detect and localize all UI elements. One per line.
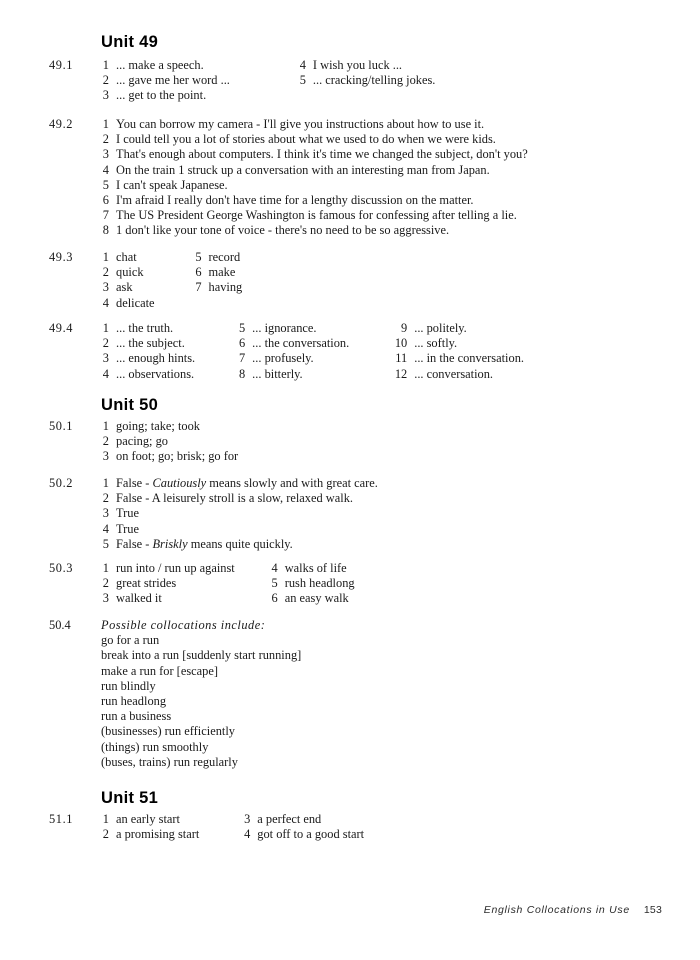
answer-text: You can borrow my camera - I'll give you instructions about how to use it. [116, 117, 485, 131]
answer-text: I'm afraid I really don't have time for a lengthy discussion on the matter. [116, 192, 474, 207]
answer-number: 2 [102, 827, 109, 842]
answer-number: 1 [102, 561, 109, 575]
answer-text: got off to a good start [257, 827, 365, 842]
answer-row [101, 265, 155, 280]
exercise-body-50-4 [101, 618, 301, 770]
collocation-line: go for a run [101, 633, 160, 648]
answer-text [116, 537, 293, 552]
answer-number: 9 [401, 321, 408, 335]
answer-row [101, 476, 378, 491]
collocation-line: (buses, trains) run regularly [101, 754, 238, 769]
collocation-line: (things) run smoothly [101, 739, 209, 754]
answer-column-2 [242, 812, 364, 842]
collocation-line: run blindly [101, 678, 156, 693]
answer-text: ... gave me her word ... [116, 73, 230, 88]
exercise-50-1 [49, 419, 238, 465]
answer-row [101, 522, 378, 537]
answer-text: ... profusely. [252, 351, 314, 366]
answer-number: 2 [102, 132, 109, 147]
answer-number: 3 [102, 88, 109, 103]
answer-row [391, 336, 524, 351]
exercise-label-51-1: 51.1 [49, 812, 74, 826]
answer-column-1 [101, 476, 378, 552]
answer-number: 8 [102, 223, 109, 238]
answer-number: 1 [102, 321, 109, 335]
collocation-line: make a run for [escape] [101, 663, 218, 678]
answer-text: walked it [116, 591, 162, 606]
answer-row [101, 193, 528, 208]
answer-text: ... observations. [116, 366, 195, 381]
answer-column-3 [391, 321, 524, 382]
answer-number: 2 [102, 336, 109, 351]
answer-row [101, 367, 195, 382]
answer-number: 4 [102, 521, 109, 536]
answer-text: I could tell you a lot of stories about what we used to do when we were kids. [116, 132, 496, 147]
exercise-body-49-1 [101, 58, 435, 104]
answer-text-emphasis: Briskly [152, 536, 188, 551]
exercise-body-49-3 [101, 250, 242, 311]
answer-column-2 [194, 250, 243, 296]
answer-column-1 [101, 561, 235, 607]
answer-row [101, 147, 528, 162]
answer-number: 6 [238, 336, 246, 351]
answer-number: 3 [244, 812, 251, 826]
answer-text: ... softly. [414, 336, 458, 351]
exercise-body-49-4 [101, 321, 524, 382]
answer-row [194, 280, 243, 295]
answer-text: rush headlong [284, 576, 355, 591]
answer-text: ... bitterly. [252, 366, 303, 381]
exercise-label-50-4: 50.4 [49, 618, 71, 632]
answer-text: ... the conversation. [252, 336, 350, 351]
answer-row [101, 827, 199, 842]
answer-row [237, 367, 349, 382]
answer-number: 2 [102, 491, 109, 506]
answer-text: going; take; took [116, 419, 200, 433]
answer-number: 1 [102, 58, 109, 72]
answer-number: 2 [102, 73, 109, 88]
answer-row [101, 812, 199, 827]
answer-row [101, 351, 195, 366]
answer-row [270, 576, 355, 591]
answer-row [194, 250, 243, 265]
exercise-51-1 [49, 812, 364, 842]
answer-number: 2 [102, 265, 109, 280]
answer-row [237, 351, 349, 366]
exercise-label-50-3: 50.3 [49, 561, 74, 575]
answer-column-1 [101, 419, 238, 465]
answer-text: ... in the conversation. [414, 351, 524, 366]
answer-row [242, 812, 364, 827]
collocation-line: (businesses) run efficiently [101, 724, 235, 739]
answer-row [242, 827, 364, 842]
answer-row [101, 419, 238, 434]
answer-row [270, 591, 355, 606]
answer-column-1 [101, 321, 195, 382]
answer-number: 4 [102, 162, 109, 177]
answer-text-post: means slowly and with great care. [206, 476, 378, 490]
exercise-body-50-3 [101, 561, 355, 607]
answer-row [101, 491, 378, 506]
answer-row [101, 591, 235, 606]
page-number: 153 [643, 904, 662, 916]
collocation-list [101, 618, 301, 770]
answer-row [101, 537, 378, 552]
answer-number: 4 [244, 827, 251, 842]
answer-row [391, 321, 524, 336]
answer-text: ... get to the point. [116, 88, 207, 103]
answer-text-pre: False - [116, 536, 153, 551]
answer-text: pacing; go [116, 434, 168, 449]
answer-column-2 [270, 561, 355, 607]
exercise-body-50-1 [101, 419, 238, 465]
exercise-50-2 [49, 476, 378, 552]
answer-row [101, 434, 238, 449]
answer-row [101, 73, 230, 88]
answer-number: 5 [299, 73, 306, 88]
answer-text: record [208, 250, 241, 264]
answer-text: on foot; go; brisk; go for [116, 449, 239, 464]
answer-number: 1 [102, 117, 109, 131]
answer-row [101, 561, 235, 576]
answer-text: ... cracking/telling jokes. [312, 73, 436, 88]
exercise-label-50-1: 50.1 [49, 419, 74, 433]
exercise-label-50-2: 50.2 [49, 476, 74, 490]
answer-text: an easy walk [284, 591, 349, 606]
answer-text: False - A leisurely stroll is a slow, relaxed walk. [116, 491, 353, 506]
answer-text: walks of life [284, 561, 347, 575]
answer-number: 8 [238, 366, 246, 381]
exercise-label-49-3: 49.3 [49, 250, 74, 264]
exercise-label-49-1: 49.1 [49, 58, 74, 72]
answer-number: 7 [195, 280, 202, 295]
book-title: English Collocations in Use [483, 904, 630, 916]
unit-heading-51: Unit 51 [101, 789, 159, 807]
exercise-label-49-2: 49.2 [49, 117, 74, 131]
answer-column-1 [101, 117, 528, 239]
answer-row [391, 367, 524, 382]
answer-number: 5 [271, 576, 278, 591]
answer-text: ... politely. [414, 321, 467, 335]
exercise-body-51-1 [101, 812, 364, 842]
answer-column-2 [298, 58, 436, 88]
answer-text: ... the subject. [116, 336, 185, 351]
answer-text: ... conversation. [414, 366, 494, 381]
answer-text: The US President George Washington is famous for confessing after telling a lie. [116, 208, 517, 223]
answer-number: 3 [102, 449, 109, 464]
exercise-50-3 [49, 561, 355, 607]
answer-row [101, 163, 528, 178]
answer-row [194, 265, 243, 280]
answer-text: make [208, 265, 236, 280]
exercise-49-4 [49, 321, 524, 382]
answer-number: 1 [102, 419, 109, 433]
answer-number: 11 [395, 351, 408, 366]
answer-number: 12 [394, 366, 408, 381]
answer-row [270, 561, 355, 576]
answer-row [237, 336, 349, 351]
answer-row [298, 73, 436, 88]
answer-row [101, 88, 230, 103]
answer-row [101, 576, 235, 591]
answer-text: delicate [116, 295, 155, 310]
answer-number: 3 [102, 351, 109, 366]
exercise-label-49-4: 49.4 [49, 321, 74, 335]
answer-text: ... make a speech. [116, 58, 204, 72]
answer-number: 5 [102, 177, 109, 192]
answer-column-1 [101, 250, 155, 311]
answer-number: 2 [102, 576, 109, 591]
answer-row [101, 208, 528, 223]
exercise-50-4 [49, 618, 301, 770]
answer-text: chat [116, 250, 137, 264]
answer-text: quick [116, 265, 144, 280]
answer-row [101, 296, 155, 311]
answer-row [237, 321, 349, 336]
answer-row [101, 58, 230, 73]
answer-text: ... ignorance. [252, 321, 317, 335]
answer-text: a promising start [116, 827, 200, 842]
answer-text: a perfect end [257, 812, 322, 826]
answer-text: I can't speak Japanese. [116, 177, 228, 192]
answer-number: 4 [102, 366, 109, 381]
answer-number: 6 [102, 192, 109, 207]
exercise-49-1 [49, 58, 435, 104]
answer-text: 1 don't like your tone of voice - there's no need to be so aggressive. [116, 223, 450, 238]
answer-number: 3 [102, 506, 109, 521]
answer-text-emphasis: Cautiously [152, 476, 207, 490]
answer-number: 1 [102, 476, 109, 490]
answer-row [298, 58, 436, 73]
answer-number: 7 [238, 351, 246, 366]
answer-number: 3 [102, 147, 109, 162]
answer-row [101, 506, 378, 521]
answer-row [391, 351, 524, 366]
exercise-body-50-2 [101, 476, 378, 552]
unit-heading-49: Unit 49 [101, 33, 159, 51]
answer-text: I wish you luck ... [312, 58, 403, 72]
answer-number: 5 [102, 536, 109, 551]
answer-column-1 [101, 812, 199, 842]
answer-number: 6 [271, 591, 278, 606]
answer-number: 3 [102, 280, 109, 295]
answer-row [101, 178, 528, 193]
answer-text: great strides [116, 576, 177, 591]
answer-row [101, 321, 195, 336]
answer-number: 10 [394, 336, 408, 351]
unit-heading-50: Unit 50 [101, 396, 159, 414]
collocation-line: run a business [101, 709, 172, 724]
collocation-line: run headlong [101, 693, 167, 708]
answer-text: having [208, 280, 243, 295]
answer-number: 4 [271, 561, 278, 575]
answer-row [101, 449, 238, 464]
answer-row [101, 250, 155, 265]
answer-text-post: means quite quickly. [187, 536, 293, 551]
answer-column-2 [237, 321, 349, 382]
answer-number: 4 [299, 58, 306, 72]
answer-number: 5 [195, 250, 202, 264]
answer-number: 4 [102, 295, 109, 310]
answer-text-pre: False - [116, 476, 153, 490]
answer-text: ask [116, 280, 133, 295]
exercise-49-3 [49, 250, 242, 311]
page-footer [0, 904, 700, 916]
answer-row [101, 117, 528, 132]
answer-number: 2 [102, 434, 109, 449]
answer-text: That's enough about computers. I think it's time we changed the subject, don't you? [116, 147, 528, 162]
answer-text: an early start [116, 812, 180, 826]
exercise-body-49-2 [101, 117, 528, 239]
answer-text: True [116, 521, 139, 536]
answer-row [101, 336, 195, 351]
answer-number: 6 [195, 265, 202, 280]
answer-text: On the train 1 struck up a conversation with an interesting man from Japan. [116, 162, 490, 177]
exercise-49-2 [49, 117, 528, 239]
answer-text: ... the truth. [116, 321, 174, 335]
answer-number: 1 [102, 812, 109, 826]
answer-text [116, 476, 378, 491]
collocation-line: break into a run [suddenly start running] [101, 648, 302, 663]
answer-column-1 [101, 58, 230, 104]
answer-number: 7 [102, 208, 109, 223]
answer-row [101, 132, 528, 147]
answer-text: True [116, 506, 139, 521]
answer-row [101, 223, 528, 238]
answer-text: ... enough hints. [116, 351, 196, 366]
answer-row [101, 280, 155, 295]
answer-text: run into / run up against [116, 561, 235, 575]
collocation-intro: Possible collocations include: [101, 618, 266, 632]
answer-number: 1 [102, 250, 109, 264]
answer-number: 5 [238, 321, 246, 335]
answer-number: 3 [102, 591, 109, 606]
